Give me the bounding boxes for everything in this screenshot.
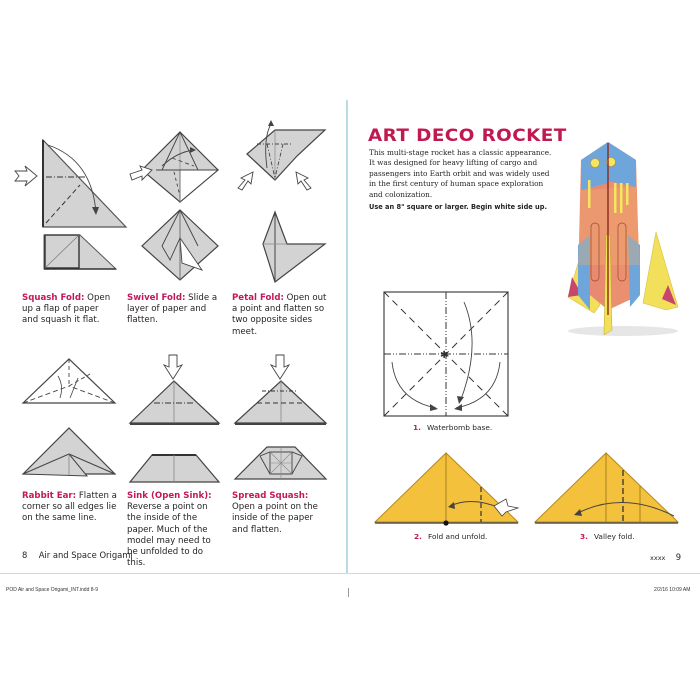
sink-diagram-after (126, 452, 236, 487)
left-folio (22, 550, 133, 560)
caption-term: Squash Fold: (22, 293, 85, 303)
trim-line (0, 573, 700, 574)
step-3-diagram (532, 450, 682, 525)
caption-text: Open a point on the inside of the paper and flatten. (232, 502, 318, 535)
caption-rabbit-ear (22, 491, 117, 525)
caption-spread-squash (232, 491, 327, 536)
step-label: Valley fold. (593, 532, 635, 541)
petal-fold-diagram-after (235, 210, 345, 290)
step-number: 2. (414, 532, 422, 541)
caption-swivel-fold (127, 293, 222, 327)
running-head: Air and Space Origami (38, 550, 133, 560)
petal-fold-diagram-before (235, 128, 345, 208)
caption-text: Open up a flap of paper and squash it flat. (22, 293, 111, 326)
step-2-caption (414, 532, 487, 541)
page-spine (346, 100, 348, 573)
caption-term: Sink (Open Sink): (127, 491, 212, 501)
spread-squash-diagram-after (232, 443, 342, 483)
step-2-diagram (372, 450, 522, 525)
page-number: 9 (675, 552, 682, 562)
step-label: Fold and unfold. (427, 532, 488, 541)
caption-term: Swivel Fold: (127, 293, 186, 303)
caption-sink (127, 491, 222, 569)
step-number: 1. (413, 423, 421, 432)
step-3-caption (580, 532, 635, 541)
step-1-diagram (382, 290, 512, 420)
slug-timestamp: 2/2/16 10:09 AM (654, 587, 691, 593)
step-1-caption (413, 423, 492, 432)
caption-text: Flatten a corner so all edges lie on the same line. (22, 491, 117, 524)
svg-text:✱: ✱ (440, 350, 449, 361)
squash-fold-diagram-before (10, 135, 130, 235)
caption-squash-fold (22, 293, 117, 327)
running-head: xxxx (650, 554, 666, 562)
rabbit-ear-diagram-before (20, 356, 130, 411)
squash-fold-diagram-after (10, 232, 130, 277)
caption-petal-fold (232, 293, 327, 338)
caption-text: Slide a layer of paper and flatten. (127, 293, 218, 326)
page-number: 8 (22, 550, 28, 560)
crop-mark (348, 588, 349, 597)
rocket-photo (548, 135, 698, 340)
swivel-fold-diagram-before (132, 130, 242, 205)
page-title: ART DECO ROCKET (368, 126, 567, 146)
swivel-fold-diagram-after (132, 208, 242, 283)
step-label: Waterbomb base. (426, 423, 493, 432)
right-folio (650, 552, 681, 562)
spread-squash-diagram-before (232, 353, 342, 433)
intro-paragraph: This multi-stage rocket has a classic appearance. It was designed for heavy lifting of cargo and passengers into Earth orbit and was widely used in the first century of human space exploration and colonization. (369, 148, 552, 199)
instructions: Use an 8" square or larger. Begin white side up. (369, 203, 547, 211)
caption-term: Spread Squash: (232, 491, 309, 501)
caption-text: Reverse a point on the inside of the paper. Much of the model may need to be unfolded to do this. (127, 502, 211, 569)
caption-text: Open out a point and flatten so two opposite sides meet. (232, 293, 327, 337)
rabbit-ear-diagram-after (20, 425, 130, 480)
caption-term: Rabbit Ear: (22, 491, 77, 501)
slug-filename: POD Air and Space Origami_INT.indd 8-9 (6, 587, 98, 593)
sink-diagram-before (126, 353, 236, 433)
caption-term: Petal Fold: (232, 293, 284, 303)
step-number: 3. (580, 532, 588, 541)
